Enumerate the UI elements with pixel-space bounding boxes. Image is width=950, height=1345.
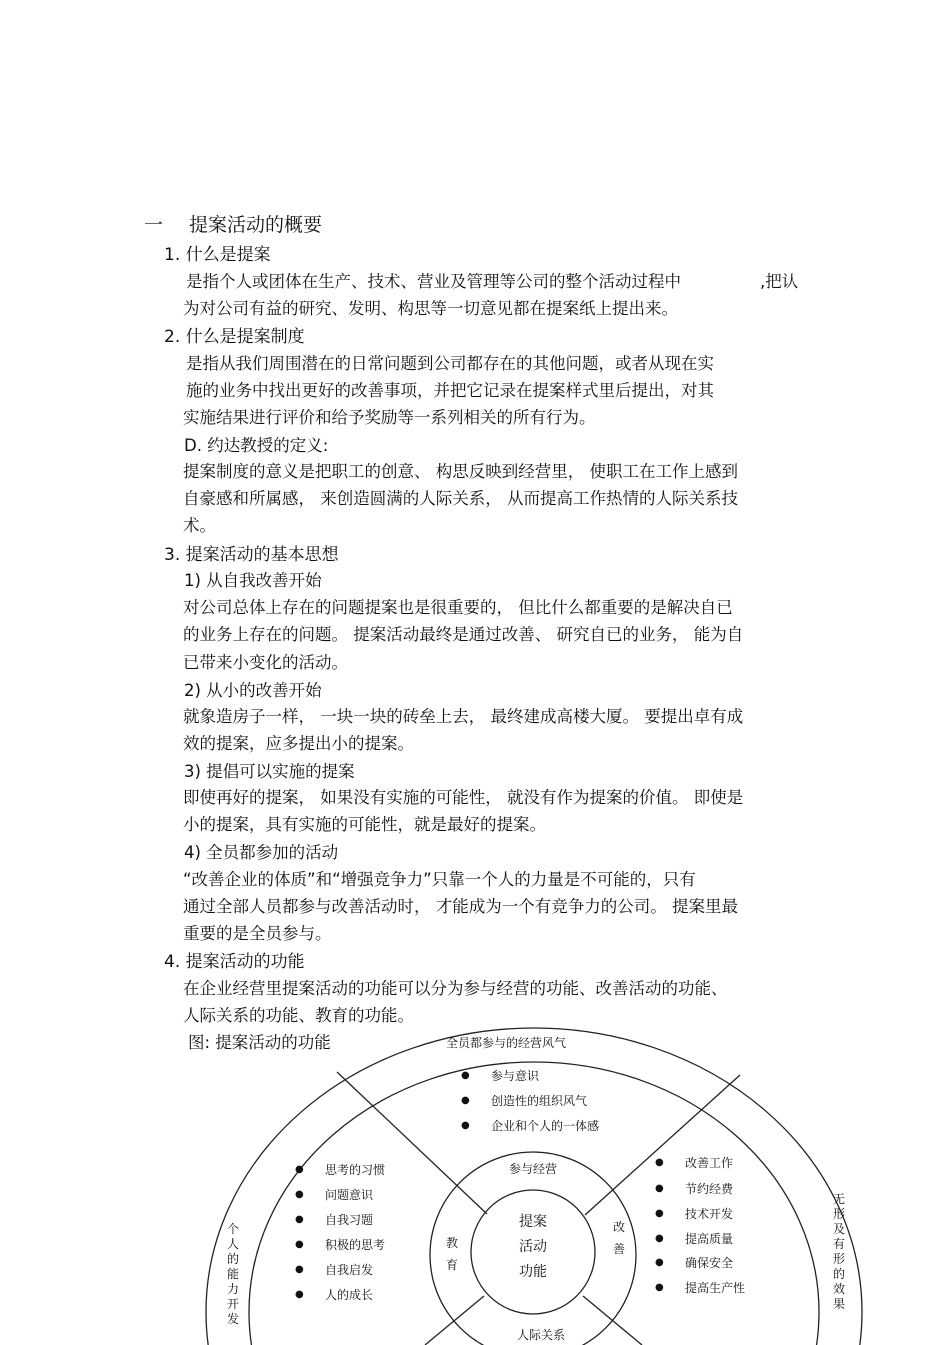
paragraph-line: 就象造房子一样， 一块一块的砖垒上去， 最终建成高楼大厦。 要提出卓有成: [183, 707, 744, 726]
ring-label-education-1: 教: [446, 1236, 459, 1250]
section-number: 一: [144, 214, 164, 236]
paragraph-line: 提案制度的意义是把职工的创意、 构思反映到经营里， 使职工在工作上感到: [183, 462, 738, 481]
paragraph-line: 即使再好的提案， 如果没有实施的可能性， 就没有作为提案的价值。 即使是: [183, 788, 744, 807]
paragraph-line: 自豪感和所属感， 来创造圆满的人际关系， 从而提高工作热情的人际关系技: [183, 489, 738, 508]
left-vertical-label: 个人的能力开发: [226, 1222, 239, 1326]
list-item: 创造性的组织风气: [491, 1094, 588, 1108]
item-title: 1) 从自我改善开始: [184, 571, 322, 590]
list-item: 参与意识: [491, 1069, 540, 1083]
bullet: ●: [295, 1214, 304, 1225]
center-label-line: 活动: [519, 1239, 547, 1255]
ring-label-improvement-1: 改: [613, 1220, 626, 1234]
list-item: 提高生产性: [685, 1281, 746, 1295]
bullet: ●: [655, 1183, 664, 1194]
paragraph-line: 效的提案，应多提出小的提案。: [183, 734, 414, 753]
list-item: 企业和个人的一体感: [491, 1119, 600, 1133]
list-item: 积极的思考: [325, 1238, 386, 1252]
center-label-line: 功能: [519, 1264, 547, 1280]
paragraph-line: 的业务上存在的问题。 提案活动最终是通过改善、 研究自已的业务， 能为自: [183, 625, 744, 644]
section-title-text: 提案活动的概要: [189, 214, 323, 236]
bullet: ●: [461, 1070, 470, 1081]
list-item: 思考的习惯: [325, 1163, 386, 1177]
bullet: ●: [655, 1157, 664, 1168]
paragraph-line: ,把认: [760, 272, 799, 291]
list-item: 自我习题: [325, 1213, 374, 1227]
paragraph-line: 实施结果进行评价和给予奖励等一系列相关的所有行为。: [183, 408, 596, 427]
outer-top-label: 全员都参与的经营风气: [446, 1036, 567, 1050]
bullet: ●: [655, 1233, 664, 1244]
item-title: 2) 从小的改善开始: [184, 681, 322, 700]
item-title: 3) 提倡可以实施的提案: [184, 762, 355, 781]
paragraph-line: 在企业经营里提案活动的功能可以分为参与经营的功能、改善活动的功能、: [183, 979, 728, 998]
bullet: ●: [295, 1189, 304, 1200]
ring-label-improvement-2: 善: [613, 1242, 626, 1256]
paragraph-line: 通过全部人员都参与改善活动时， 才能成为一个有竞争力的公司。 提案里最: [183, 897, 738, 916]
paragraph-line: 重要的是全员参与。: [183, 924, 332, 943]
bullet: ●: [655, 1257, 664, 1268]
paragraph-line: 已带来小变化的活动。: [183, 653, 348, 672]
item-title: 4) 全员都参加的活动: [184, 843, 339, 862]
paragraph-line: 是指从我们周围潜在的日常问题到公司都存在的其他问题，或者从现在实: [186, 354, 714, 373]
list-item: 人的成长: [325, 1288, 374, 1302]
bullet: ●: [295, 1264, 304, 1275]
bullet: ●: [655, 1282, 664, 1293]
bullet: ●: [295, 1164, 304, 1175]
list-item: 提高质量: [685, 1232, 734, 1246]
heading-what-is-system: 2. 什么是提案制度: [164, 327, 305, 347]
right-vertical-label: 无形及有形的效果: [832, 1192, 845, 1311]
divider-bottom-left: [425, 1296, 484, 1345]
paragraph-line: 术。: [183, 516, 216, 535]
list-item: 技术开发: [685, 1207, 734, 1221]
paragraph-line: 人际关系的功能、教育的功能。: [183, 1006, 414, 1025]
bullet: ●: [295, 1239, 304, 1250]
paragraph-line: 对公司总体上存在的问题提案也是很重要的， 但比什么都重要的是解决自已: [183, 598, 733, 617]
divider-bottom-right: [583, 1296, 642, 1345]
list-item: 确保安全: [685, 1256, 734, 1270]
center-label-line: 提案: [519, 1214, 547, 1230]
list-item: 问题意识: [325, 1188, 374, 1202]
paragraph-line: 施的业务中找出更好的改善事项，并把它记录在提案样式里后提出，对其: [186, 381, 714, 400]
heading-functions: 4. 提案活动的功能: [164, 952, 305, 972]
bullet: ●: [461, 1120, 470, 1131]
bullet: ●: [461, 1095, 470, 1106]
bullet: ●: [295, 1289, 304, 1300]
ring-label-education-2: 育: [446, 1258, 459, 1272]
figure-caption: 图: 提案活动的功能: [188, 1033, 331, 1052]
paragraph-line: 小的提案，具有实施的可能性，就是最好的提案。: [183, 815, 546, 834]
paragraph-line: 为对公司有益的研究、发明、构思等一切意见都在提案纸上提出来。: [183, 299, 678, 318]
list-item: 节约经费: [685, 1182, 734, 1196]
list-item: 自我启发: [325, 1263, 374, 1277]
list-item: 改善工作: [685, 1156, 734, 1170]
paragraph-line: 是指个人或团体在生产、技术、营业及管理等公司的整个活动过程中: [186, 272, 681, 291]
bullet: ●: [655, 1208, 664, 1219]
heading-basic-ideas: 3. 提案活动的基本思想: [164, 545, 339, 565]
paragraph-line: “改善企业的体质”和“增强竞争力”只靠一个人的力量是不可能的，只有: [183, 870, 696, 889]
heading-what-is-proposal: 1. 什么是提案: [164, 245, 271, 265]
ring-label-management: 参与经营: [508, 1162, 558, 1176]
ring-label-relations: 人际关系: [516, 1328, 566, 1342]
subheading-definition: D. 约达教授的定义:: [184, 436, 329, 455]
